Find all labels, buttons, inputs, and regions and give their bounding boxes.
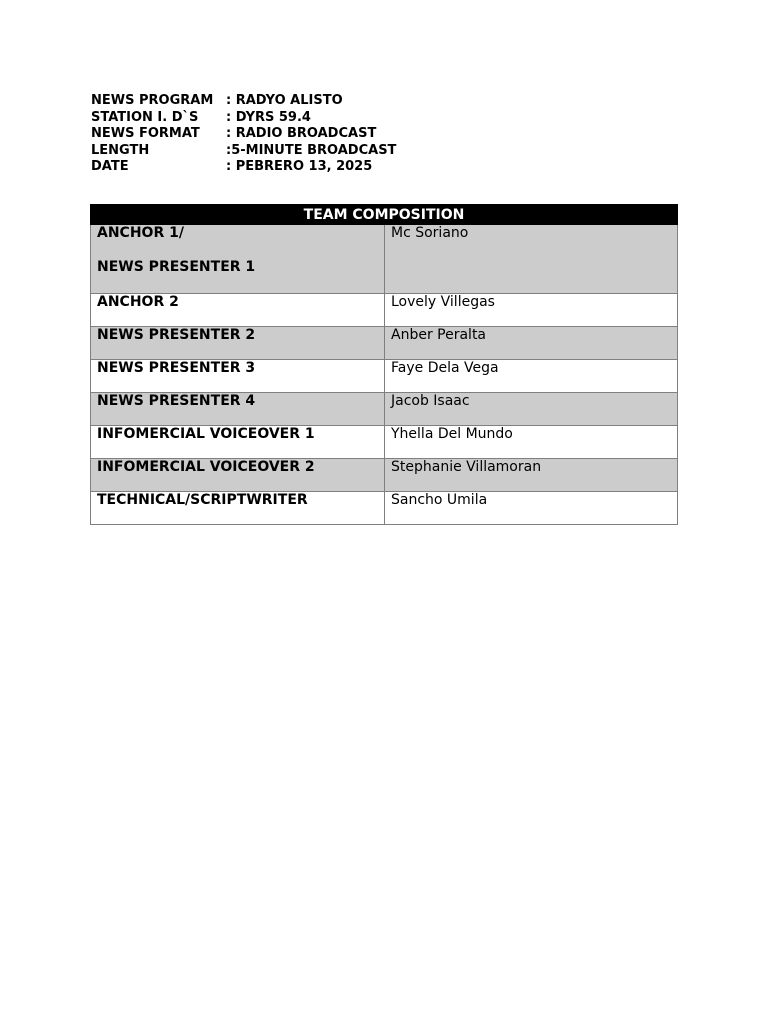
name-cell: Lovely Villegas <box>385 294 678 327</box>
info-value: :5-MINUTE BROADCAST <box>226 142 397 158</box>
name-cell: Mc Soriano <box>385 225 678 294</box>
role-cell: INFOMERCIAL VOICEOVER 2 <box>91 459 385 492</box>
role-cell: INFOMERCIAL VOICEOVER 1 <box>91 426 385 459</box>
info-value: : DYRS 59.4 <box>226 109 311 125</box>
table-row <box>91 426 678 459</box>
info-row-length <box>91 143 396 160</box>
info-label: LENGTH <box>91 142 150 158</box>
name-cell: Jacob Isaac <box>385 393 678 426</box>
name-cell: Sancho Umila <box>385 492 678 525</box>
info-value: : RADYO ALISTO <box>226 93 343 108</box>
table-row <box>91 225 678 294</box>
info-label: NEWS PROGRAM <box>91 93 214 108</box>
role-cell: ANCHOR 1/ NEWS PRESENTER 1 <box>91 225 385 294</box>
table-row <box>91 327 678 360</box>
broadcast-info-block <box>91 93 396 176</box>
info-label: STATION I. D`S <box>91 109 199 125</box>
name-cell: Anber Peralta <box>385 327 678 360</box>
info-value: : RADIO BROADCAST <box>226 126 377 141</box>
role-cell: NEWS PRESENTER 3 <box>91 360 385 393</box>
info-label: DATE <box>91 159 129 174</box>
role-cell: NEWS PRESENTER 4 <box>91 393 385 426</box>
info-row-news-program <box>91 93 396 110</box>
info-row-date <box>91 159 396 176</box>
table-row <box>91 393 678 426</box>
team-composition-table <box>90 204 678 525</box>
table-row <box>91 294 678 327</box>
info-label: NEWS FORMAT <box>91 126 200 141</box>
table-header-row <box>91 205 678 225</box>
name-cell: Faye Dela Vega <box>385 360 678 393</box>
info-value: : PEBRERO 13, 2025 <box>226 159 373 174</box>
team-composition-title: TEAM COMPOSITION <box>91 205 678 225</box>
table-row <box>91 459 678 492</box>
role-cell: ANCHOR 2 <box>91 294 385 327</box>
info-row-news-format <box>91 126 396 143</box>
role-cell: TECHNICAL/SCRIPTWRITER <box>91 492 385 525</box>
table-row <box>91 360 678 393</box>
name-cell: Yhella Del Mundo <box>385 426 678 459</box>
role-cell: NEWS PRESENTER 2 <box>91 327 385 360</box>
info-row-station-id <box>91 110 396 127</box>
table-row <box>91 492 678 525</box>
name-cell: Stephanie Villamoran <box>385 459 678 492</box>
